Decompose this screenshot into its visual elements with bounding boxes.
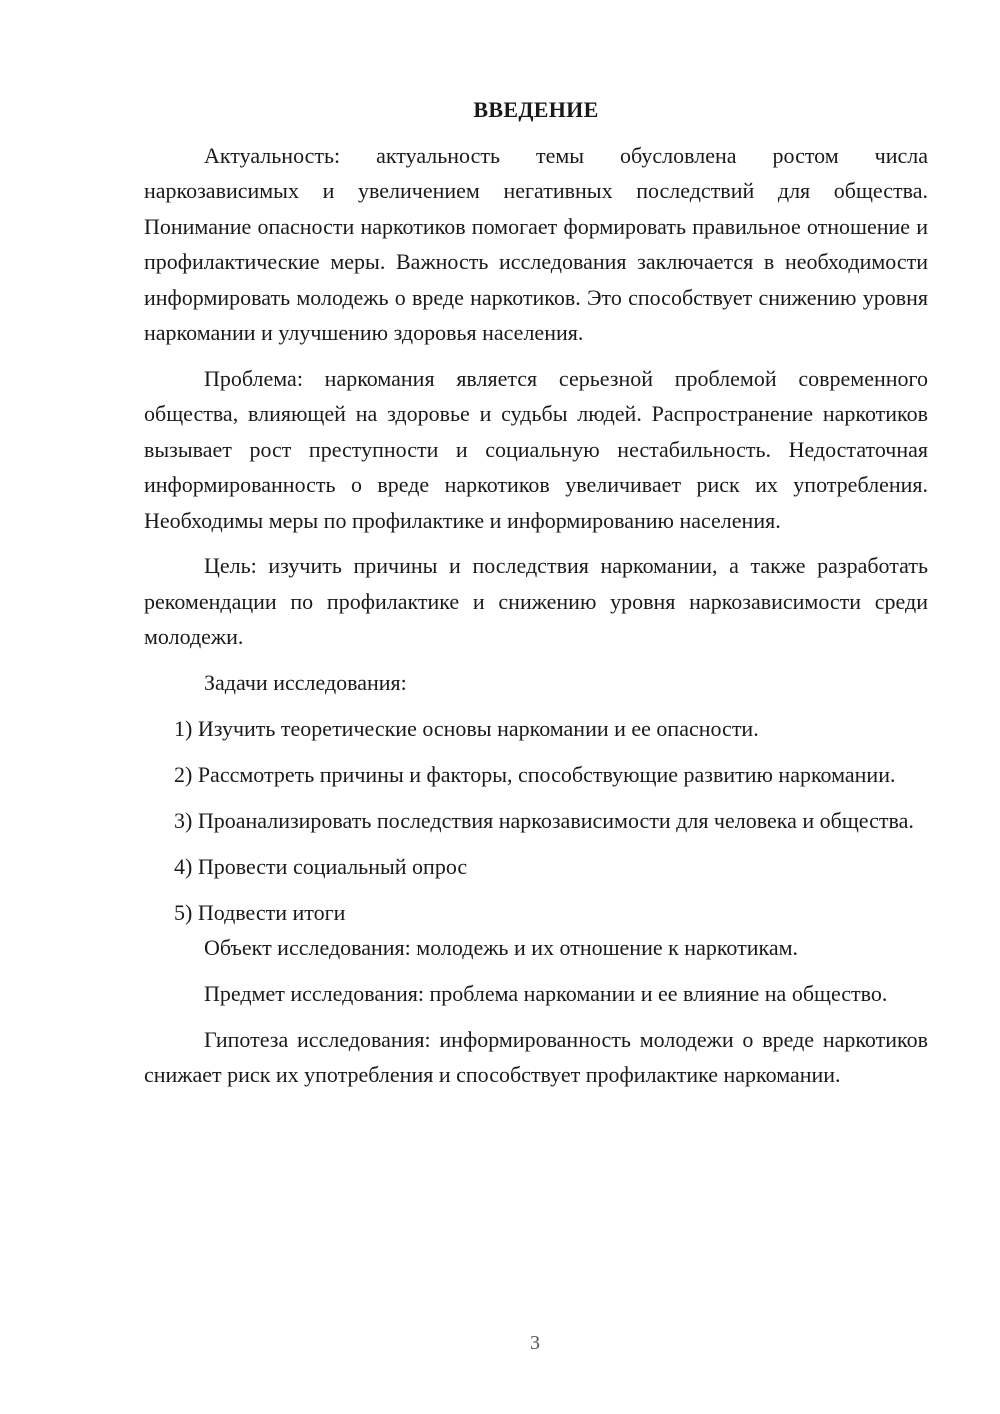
- paragraph-subject: Предмет исследования: проблема наркомании и ее влияние на общество.: [204, 981, 888, 1007]
- paragraph-goal: Цель: изучить причины и последствия наркомании, а также разработать рекомендации по профилактике и снижению уровня наркозависимости среди молодежи.: [144, 553, 928, 650]
- task-item: 2) Рассмотреть причины и факторы, способствующие развитию наркомании.: [174, 762, 896, 787]
- task-item: 1) Изучить теоретические основы наркомании и ее опасности.: [174, 716, 759, 742]
- paragraph-problem: Проблема: наркомания является серьезной проблемой современного общества, влияющей на здоровье и судьбы людей. Распространение наркотиков вызывает рост преступности и социальную нестабильность. Недостаточная информированность о вреде наркотиков увеличивает риск их употребления. Необходимы меры по профилактике и информированию населения.: [144, 365, 928, 533]
- paragraph-relevance: Актуальность: актуальность темы обусловлена ростом числа наркозависимых и увеличением негативных последствий для общества. Понимание опасности наркотиков помогает формировать правильное отношение и профилактические меры. Важность исследования заключается в необходимости информировать молодежь о вреде наркотиков. Это способствует снижению уровня наркомании и улучшению здоровья населения.: [144, 143, 928, 346]
- section-title: ВВЕДЕНИЕ: [473, 97, 599, 122]
- task-item: 3) Проанализировать последствия наркозависимости для человека и общества.: [174, 807, 914, 833]
- paragraph-hypothesis: Гипотеза исследования: информированность молодежи о вреде наркотиков снижает риск их употребления и способствует профилактике наркомании.: [144, 1026, 928, 1088]
- tasks-heading: Задачи исследования:: [204, 670, 407, 696]
- task-item: 5) Подвести итоги: [174, 899, 346, 925]
- page-number: 3: [530, 1332, 540, 1354]
- document-page: [144, 96, 928, 1103]
- paragraph-object: Объект исследования: молодежь и их отношение к наркотикам.: [204, 935, 799, 961]
- task-item: 4) Провести социальный опрос: [174, 853, 468, 879]
